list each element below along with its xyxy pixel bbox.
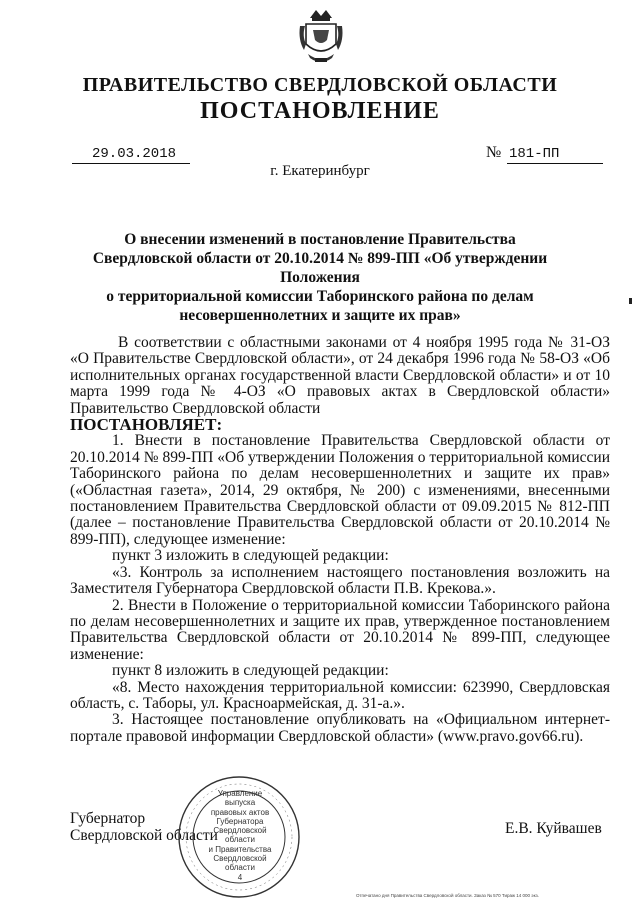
document-title (60, 230, 580, 325)
stamp-line: Свердловской (213, 854, 267, 864)
item-1-subheading: пункт 3 изложить в следующей редакции: (112, 547, 389, 565)
number-label: № (486, 144, 502, 161)
resolves-heading: ПОСТАНОВЛЯЕТ: (70, 415, 223, 435)
stamp-line: Свердловской области (213, 826, 267, 845)
document-body (70, 335, 610, 745)
document-number: 181-ПП (509, 146, 560, 162)
item-2-quote: «8. Место нахождения территориальной комиссии: 623990, Свердловская область, с. Таборы, ул. Красноармейская, д. 31-а.». (70, 678, 610, 712)
stamp-line: области (225, 863, 255, 873)
title-line: О внесении изменений в постановление Правительства (124, 231, 516, 248)
stamp-text (200, 789, 280, 882)
item-2-paragraph: 2. Внести в Положение о территориальной комиссии Таборинского района по делам несовершеннолетних и защите их прав, утвержденное постановлением Правительства Свердловской области от 20.10.2014 № 899-ПП, следующее изменение: (70, 596, 610, 663)
print-info-footer: Отпечатано дня Правительства Свердловской области. Заказ № 570 Тираж 14 000 экз. (356, 893, 539, 898)
item-2-subheading: пункт 8 изложить в следующей редакции: (112, 662, 389, 680)
item-1-quote: «3. Контроль за исполнением настоящего постановления возложить на Заместителя Губернатора Свердловской области П.В. Крекова.». (70, 563, 610, 598)
stamp-line: Губернатора (216, 816, 264, 826)
margin-mark (629, 298, 632, 304)
item-1-paragraph: 1. Внести в постановление Правительства Свердловской области от 20.10.2014 № 899-ПП «Об утверждении Положения о территориальной комиссии Таборинского района по делам несовершеннолетних и защите их прав» («Областная газета», 2014, 29 октября, № 200) с изменениями, внесенными постановлением Правительства Свердловской области от 09.09.2015 № 812-ПП (далее – постановление Правительства Свердловской области от 20.10.2014 № 899-ПП), следующее изменение: (70, 432, 610, 548)
stamp-line: Управление (217, 789, 263, 798)
signatory-position-line1: Губернатор (70, 810, 146, 827)
preamble-paragraph: В соответствии с областными законами от 4 ноября 1995 года № 31-ОЗ «О Правительстве Свердловской области», от 24 декабря 1996 года № 58-ОЗ «Об исполнительных органах государственной власти Свердловской области» и от 10 марта 1999 года № 4-ОЗ «О правовых актах в Свердловской области» Правительство Свердловской области (70, 334, 610, 417)
document-type: ПОСТАНОВЛЕНИЕ (200, 98, 440, 124)
title-line: о территориальной комиссии Таборинского района по делам (106, 288, 534, 305)
stamp-line: выпуска (224, 798, 256, 808)
title-line: несовершеннолетних и защите их прав» (179, 307, 461, 324)
title-line: Свердловской области от 20.10.2014 № 899-ПП «Об утверждении Положения (92, 250, 548, 286)
signatory-position-line2: Свердловской области (70, 827, 218, 844)
item-3-paragraph: 3. Настоящее постановление опубликовать на «Официальном интернет-портале правовой информации Свердловской области» (www.pravo.gov66.ru). (70, 711, 610, 745)
coat-of-arms-emblem (296, 6, 346, 68)
signatory-name: Е.В. Куйвашев (505, 820, 602, 837)
government-name: ПРАВИТЕЛЬСТВО СВЕРДЛОВСКОЙ ОБЛАСТИ (82, 74, 558, 96)
stamp-line: правовых актов (210, 807, 270, 817)
city: г. Екатеринбург (270, 163, 370, 179)
document-date: 29.03.2018 (92, 146, 177, 162)
stamp-line: и Правительства (208, 844, 272, 854)
stamp-line: 4 (237, 872, 243, 882)
